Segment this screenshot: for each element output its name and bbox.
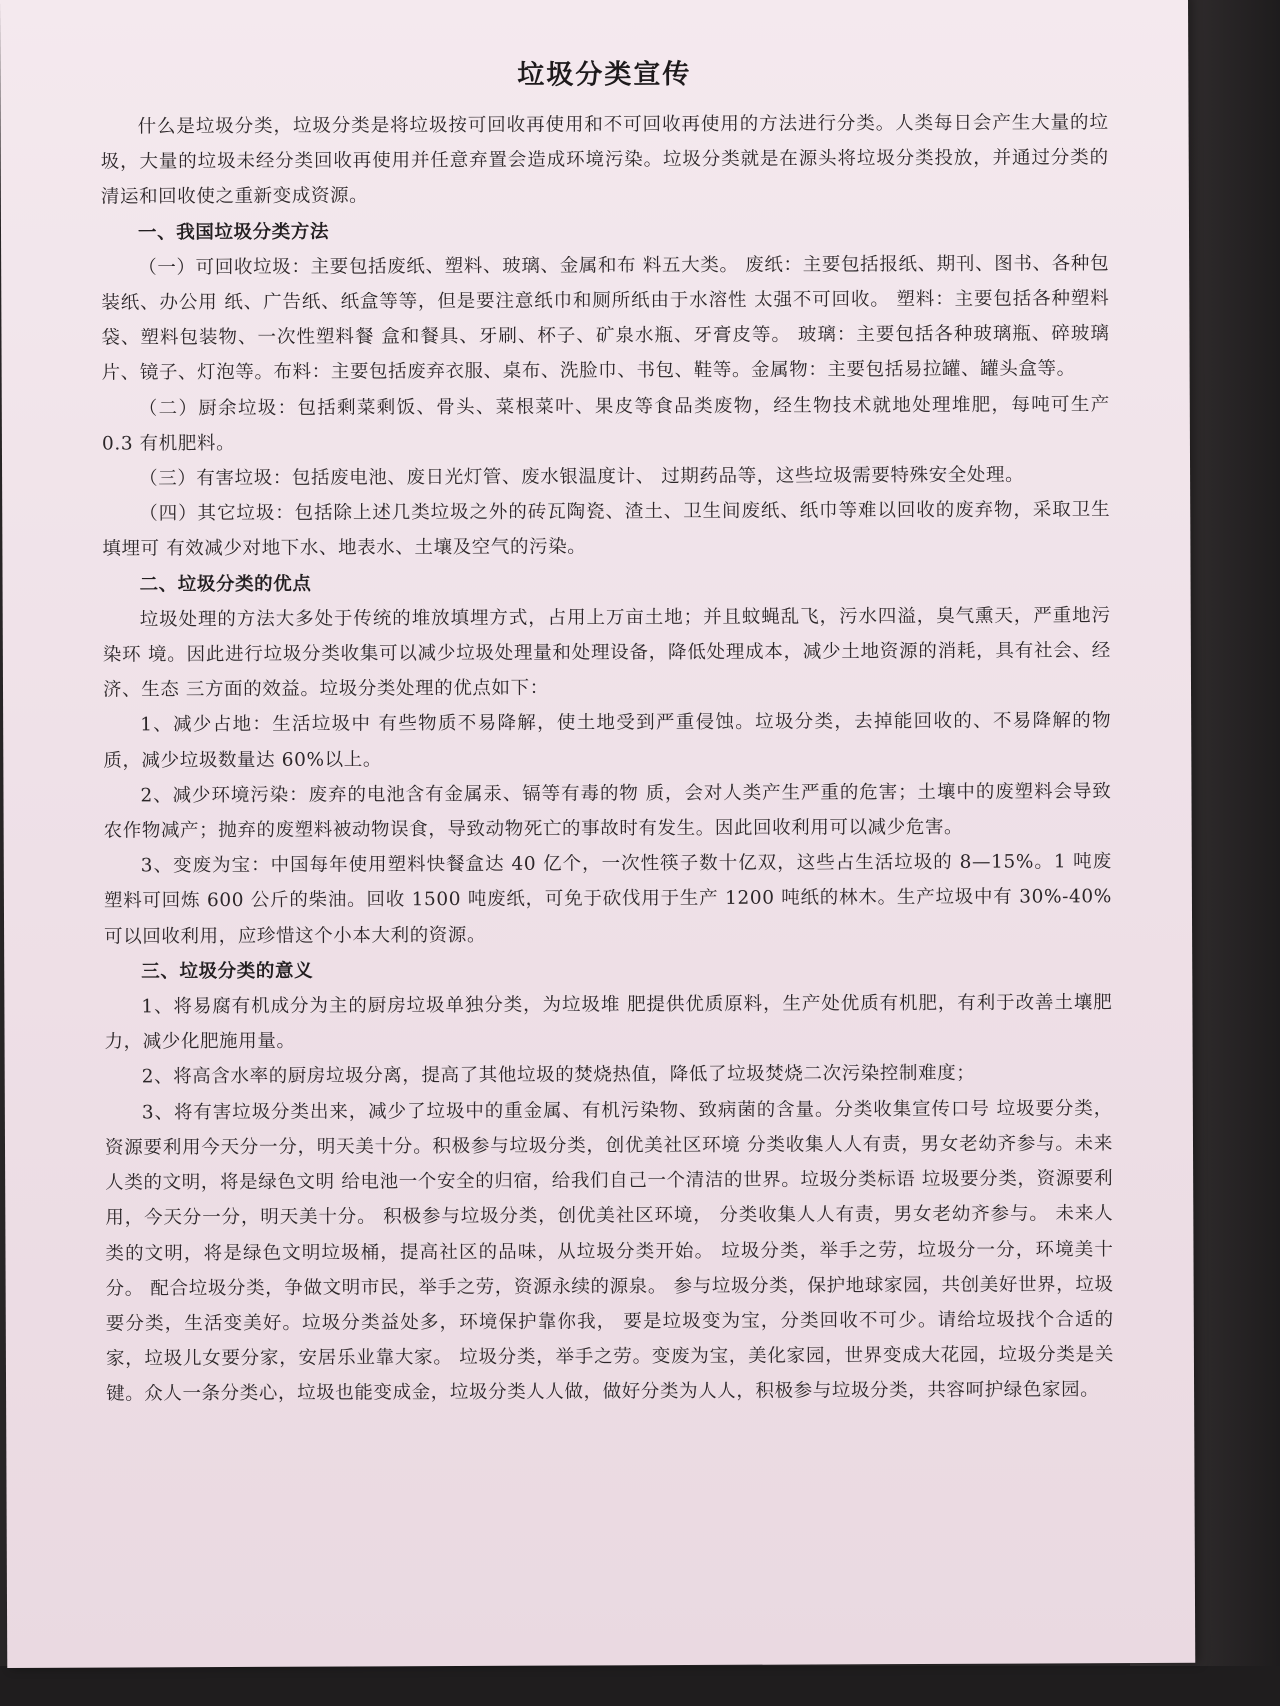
section-heading-advantages: 二、垃圾分类的优点	[139, 573, 312, 596]
intro-paragraph: 什么是垃圾分类，垃圾分类是将垃圾按可回收再使用和不可回收再使用的方法进行分类。人类每日会产生大量的垃圾，大量的垃圾未经分类回收再使用并任意弃置会造成环境污染。垃圾分类就是在源头将垃圾分类投放，并通过分类的清运和回收使之重新变成资源。	[100, 112, 1109, 208]
paragraph-reduce-pollution: 2、减少环境污染：废弃的电池含有金属汞、镉等有毒的物 质，会对人类产生严重的危害；土壤中的废塑料会导致农作物减产；抛弃的废塑料被动物误食，导致动物死亡的事故时有发生。因此回收利用可以减少危害。	[103, 781, 1112, 842]
paragraph-waste-to-treasure: 3、变废为宝：中国每年使用塑料快餐盒达 40 亿个，一次性筷子数十亿双，这些占生活垃圾的 8—15%。1 吨废塑料可回炼 600 公斤的柴油。回收 1500 吨废纸，可免于砍伐用于生产 1200 吨纸的林木。生产垃圾中有 30%-40%可以回收利用，应珍惜这个小本大利的资源。	[103, 851, 1112, 948]
paragraph-advantages-intro: 垃圾处理的方法大多处于传统的堆放填埋方式，占用上万亩土地；并且蚊蝇乱飞，污水四溢，臭气熏天，严重地污染环 境。因此进行垃圾分类收集可以减少垃圾处理量和处理设备，降低处理成本，减少土地资源的消耗，具有社会、经济、生态 三方面的效益。垃圾分类处理的优点如下：	[102, 605, 1111, 701]
paragraph-hazardous-waste: （三）有害垃圾：包括废电池、废日光灯管、废水银温度计、 过期药品等，这些垃圾需要特殊安全处理。	[139, 464, 1025, 490]
paragraph-reduce-land: 1、减少占地：生活垃圾中 有些物质不易降解，使土地受到严重侵蚀。垃圾分类，去掉能回收的、不易降解的物质，减少垃圾数量达 60%以上。	[103, 710, 1112, 772]
section-heading-methods: 一、我国垃圾分类方法	[137, 221, 330, 244]
paragraph-kitchen-waste: （二）厨余垃圾：包括剩菜剩饭、骨头、菜根菜叶、果皮等食品类废物，经生物技术就地处理堆肥，每吨可生产 0.3 有机肥料。	[101, 393, 1110, 455]
table-surface-bottom	[0, 1666, 1280, 1706]
paragraph-other-waste: （四）其它垃圾：包括除上述几类垃圾之外的砖瓦陶瓷、渣土、卫生间废纸、纸巾等难以回收的废弃物，采取卫生填埋可 有效减少对地下水、地表水、土壤及空气的污染。	[102, 499, 1111, 560]
paragraph-incineration: 2、将高含水率的厨房垃圾分离，提高了其他垃圾的焚烧热值，降低了垃圾焚烧二次污染控制难度；	[141, 1063, 976, 1088]
section-heading-significance: 三、垃圾分类的意义	[141, 960, 314, 983]
document-content	[100, 53, 1114, 1412]
paragraph-compost: 1、将易腐有机成分为主的厨房垃圾单独分类，为垃圾堆 肥提供优质原料，生产处优质有机肥，有利于改善土壤肥力，减少化肥施用量。	[104, 992, 1113, 1053]
paragraph-recyclable: （一）可回收垃圾：主要包括废纸、塑料、玻璃、金属和布 料五大类。 废纸：主要包括报纸、期刊、图书、各种包装纸、办公用 纸、广告纸、纸盒等等，但是要注意纸巾和厕所纸由于水溶性 太强不可回收。 塑料：主要包括各种塑料袋、塑料包装物、一次性塑料餐 盒和餐具、牙刷、杯子、矿泉水瓶、牙膏皮等。 玻璃：主要包括各种玻璃瓶、碎玻璃片、镜子、灯泡等。布料：主要包括废弃衣服、桌布、洗脸巾、书包、鞋等。金属物：主要包括易拉罐、罐头盒等。	[101, 252, 1110, 384]
paragraph-slogans: 3、将有害垃圾分类出来，减少了垃圾中的重金属、有机污染物、致病菌的含量。分类收集宣传口号 垃圾要分类，资源要利用今天分一分，明天美十分。积极参与垃圾分类，创优美社区环境 分类收集人人有责，男女老幼齐参与。未来人类的文明，将是绿色文明 给电池一个安全的归宿，给我们自己一个清洁的世界。垃圾分类标语 垃圾要分类，资源要利用，今天分一分，明天美十分。 积极参与垃圾分类，创优美社区环境， 分类收集人人有责，男女老幼齐参与。 未来人类的文明，将是绿色文明垃圾桶，提高社区的品味，从垃圾分类开始。 垃圾分类，举手之劳，垃圾分一分，环境美十分。 配合垃圾分类，争做文明市民，举手之劳，资源永续的源泉。 参与垃圾分类，保护地球家园，共创美好世界，垃圾要分类，生活变美好。垃圾分类益处多，环境保护靠你我， 要是垃圾变为宝，分类回收不可少。请给垃圾找个合适的家，垃圾儿女要分家，安居乐业靠大家。 垃圾分类，举手之劳。变废为宝，美化家园，世界变成大花园，垃圾分类是关键。众人一条分类心，垃圾也能变成金，垃圾分类人人做，做好分类为人人，积极参与垃圾分类，共容呵护绿色家园。	[104, 1097, 1114, 1405]
document-title: 垃圾分类宣传	[517, 58, 692, 91]
